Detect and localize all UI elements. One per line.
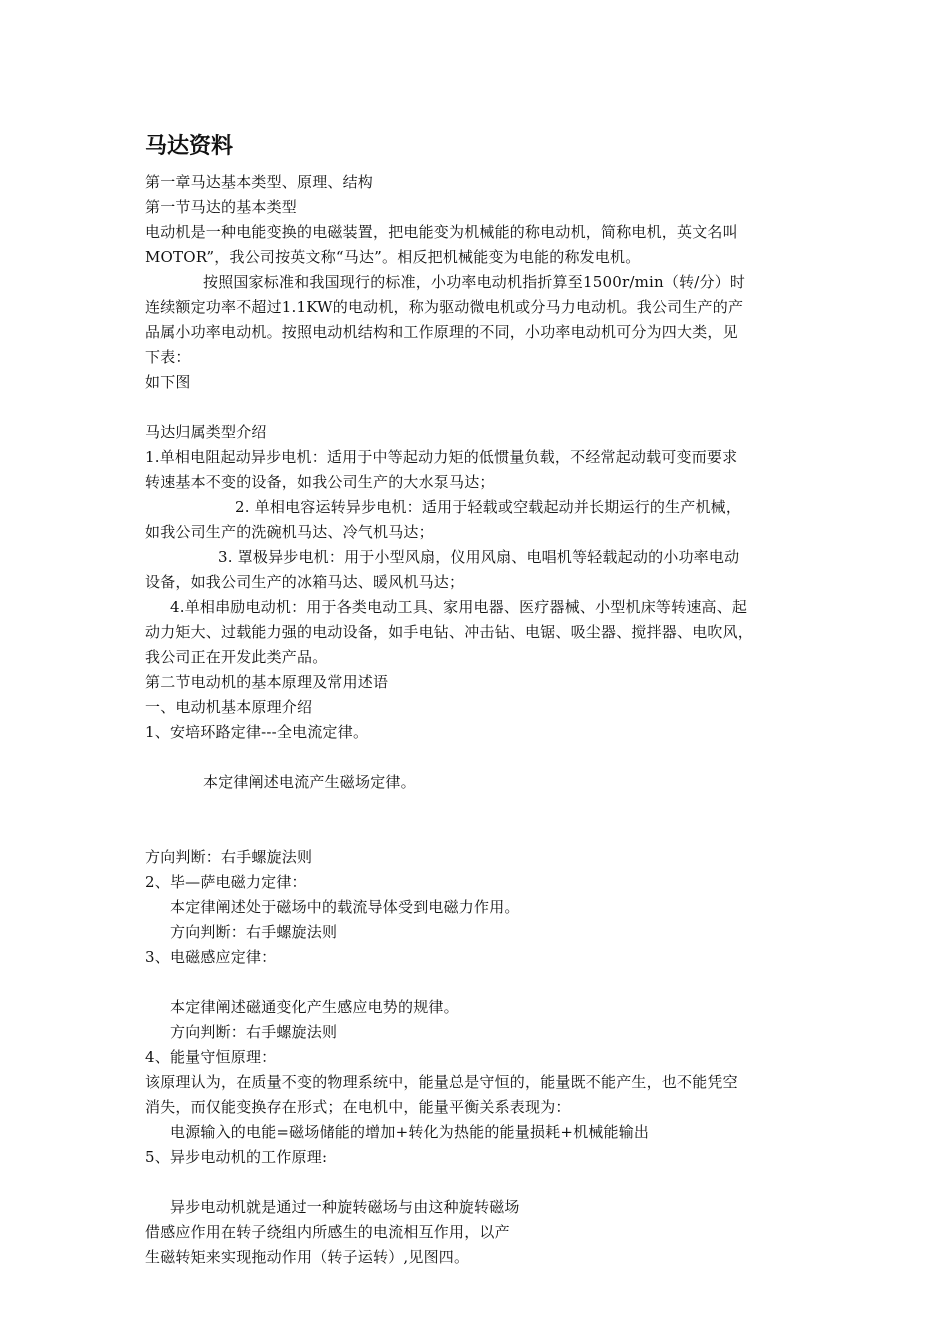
paragraph-line: 如下图 xyxy=(145,373,191,391)
paragraph-line: 本定律阐述磁通变化产生感应电势的规律。 xyxy=(170,998,459,1016)
list-item: 3. 罩极异步电机：用于小型风扇，仪用风扇、电唱机等轻载起动的小功率电动 xyxy=(218,548,740,566)
paragraph-line: 消失，而仅能变换存在形式；在电机中，能量平衡关系表现为： xyxy=(145,1098,571,1116)
section-heading: 第一节马达的基本类型 xyxy=(145,198,298,216)
paragraph-line: MOTOR”，我公司按英文称“马达”。相反把机械能变为电能的称发电机。 xyxy=(145,248,641,266)
list-item-continuation: 设备，如我公司生产的冰箱马达、暖风机马达； xyxy=(145,573,465,591)
principle-heading: 2、毕—萨电磁力定律： xyxy=(145,873,307,891)
list-item: 2. 单相电容运转异步电机：适用于轻载或空载起动并长期运行的生产机械， xyxy=(235,498,742,516)
principle-heading: 4、能量守恒原理： xyxy=(145,1048,277,1066)
paragraph-line: 异步电动机就是通过一种旋转磁场与由这种旋转磁场 xyxy=(170,1198,520,1216)
list-item-continuation: 动力矩大、过载能力强的电动设备，如手电钻、冲击钻、电锯、吸尘器、搅拌器、电吹风， xyxy=(145,623,754,641)
paragraph-line: 连续额定功率不超过1.1KW的电动机，称为驱动微电机或分马力电动机。我公司生产的产 xyxy=(145,298,744,316)
paragraph-line: 电源输入的电能=磁场储能的增加+转化为热能的能量损耗+机械能输出 xyxy=(170,1123,650,1141)
paragraph-line: 方向判断：右手螺旋法则 xyxy=(170,923,338,941)
paragraph-line: 方向判断：右手螺旋法则 xyxy=(170,1023,338,1041)
list-item: 1.单相电阻起动异步电机：适用于中等起动力矩的低惯量负载，不经常起动载可变而要求 xyxy=(145,448,738,466)
subsection-heading: 马达归属类型介绍 xyxy=(145,423,267,441)
subsection-heading: 一、电动机基本原理介绍 xyxy=(145,698,313,716)
paragraph-line: 该原理认为，在质量不变的物理系统中，能量总是守恒的，能量既不能产生，也不能凭空 xyxy=(145,1073,738,1091)
principle-heading: 3、电磁感应定律： xyxy=(145,948,277,966)
paragraph-line: 品属小功率电动机。按照电动机结构和工作原理的不同，小功率电动机可分为四大类，见 xyxy=(145,323,738,341)
paragraph-line: 生磁转矩来实现拖动作用（转子运转）,见图四。 xyxy=(145,1248,470,1266)
paragraph-line: 本定律阐述电流产生磁场定律。 xyxy=(203,773,416,791)
paragraph-line: 方向判断：右手螺旋法则 xyxy=(145,848,313,866)
section-heading: 第二节电动机的基本原理及常用述语 xyxy=(145,673,389,691)
paragraph-line: 电动机是一种电能变换的电磁装置，把电能变为机械能的称电动机，简称电机，英文名叫 xyxy=(145,223,738,241)
paragraph-line: 借感应作用在转子绕组内所感生的电流相互作用，以产 xyxy=(145,1223,510,1241)
chapter-heading: 第一章马达基本类型、原理、结构 xyxy=(145,173,374,191)
document-title: 马达资料 xyxy=(145,134,234,159)
principle-heading: 5、异步电动机的工作原理: xyxy=(145,1148,328,1166)
list-item-continuation: 转速基本不变的设备，如我公司生产的大水泵马达； xyxy=(145,473,495,491)
list-item-continuation: 我公司正在开发此类产品。 xyxy=(145,648,328,666)
list-item-continuation: 如我公司生产的洗碗机马达、冷气机马达； xyxy=(145,523,434,541)
principle-heading: 1、安培环路定律---全电流定律。 xyxy=(145,723,369,741)
list-item: 4.单相串励电动机：用于各类电动工具、家用电器、医疗器械、小型机床等转速高、起 xyxy=(170,598,748,616)
paragraph-line: 本定律阐述处于磁场中的载流导体受到电磁力作用。 xyxy=(170,898,520,916)
paragraph-line: 按照国家标准和我国现行的标准，小功率电动机指折算至1500r/min（转/分）时 xyxy=(203,273,746,291)
paragraph-line: 下表： xyxy=(145,348,191,366)
